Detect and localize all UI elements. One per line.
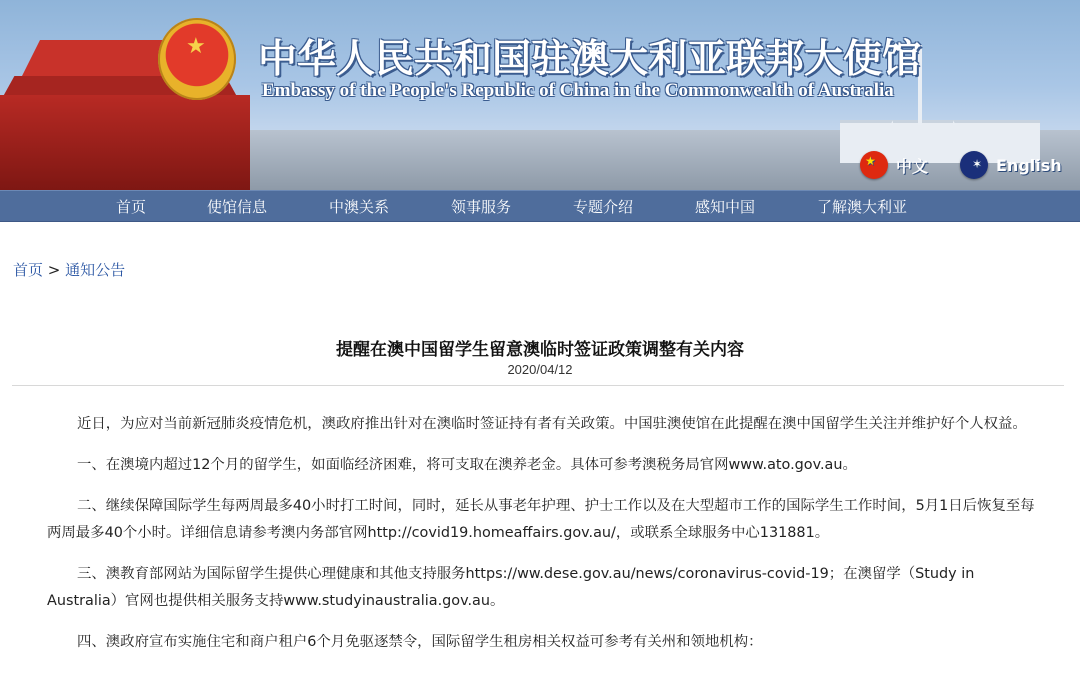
language-english-label: English: [996, 155, 1062, 175]
article-paragraph-intro: 近日，为应对当前新冠肺炎疫情危机，澳政府推出针对在澳临时签证持有者有关政策。中国驻澳使馆在此提醒在澳中国留学生关注并维护好个人权益。: [77, 416, 1027, 432]
site-title-cn: 中华人民共和国驻澳大利亚联邦大使馆: [258, 36, 922, 82]
china-flag-icon: [860, 151, 888, 179]
breadcrumb-separator: >: [47, 261, 61, 279]
article-paragraph-4: 四、澳政府宣布实施住宅和商户租户6个月免驱逐禁令，国际留学生租房相关权益可参考有关州和领地机构：: [77, 634, 763, 650]
language-chinese-label: 中文: [896, 156, 929, 176]
emblem-star-icon: ★: [186, 34, 206, 59]
article-title: 提醒在澳中国留学生留意澳临时签证政策调整有关内容: [336, 340, 744, 360]
site-title-en: Embassy of the People's Republic of China in the Commonwealth of Australia: [262, 80, 894, 101]
main-nav: [0, 190, 1080, 222]
nav-item-home[interactable]: 首页: [116, 198, 147, 216]
article-paragraph-1: 一、在澳境内超过12个月的留学生，如面临经济困难，将可支取在澳养老金。具体可参考澳税务局官网www.ato.gov.au。: [77, 457, 857, 473]
article-date: 2020/04/12: [507, 362, 573, 377]
header-banner: [0, 0, 1080, 190]
nav-item-embassy-info[interactable]: 使馆信息: [207, 198, 268, 216]
parliament-mast-legs: [890, 80, 956, 125]
nav-item-perceive-china[interactable]: 感知中国: [695, 198, 756, 216]
nav-item-china-australia-relations[interactable]: 中澳关系: [329, 198, 390, 216]
article-paragraph-3: 三、澳教育部网站为国际留学生提供心理健康和其他支持服务https://ww.dese.gov.au/news/coronavirus-covid-19；在澳留学（Study in Australia）官网也提供相关服务支持www.studyinaustralia.gov.au。: [47, 566, 975, 609]
language-chinese-link[interactable]: [860, 150, 928, 180]
australia-flag-icon: [960, 151, 988, 179]
breadcrumb: [13, 259, 125, 280]
article-paragraph-2: 二、继续保障国际学生每两周最多40小时打工时间，同时，延长从事老年护理、护士工作以及在大型超市工作的国际学生工作时间，5月1日后恢复至每两周最多40个小时。详细信息请参考澳内务部官网http://covid19.homeaffairs.gov.au/，或联系全球服务中心131881。: [47, 498, 1035, 541]
article-body: [47, 411, 1037, 670]
title-divider: [12, 385, 1064, 386]
breadcrumb-home-link[interactable]: 首页: [13, 261, 44, 279]
nav-item-about-australia[interactable]: 了解澳大利亚: [817, 198, 908, 216]
tiananmen-wall: [0, 95, 250, 190]
nav-item-consular-services[interactable]: 领事服务: [451, 198, 512, 216]
language-english-link[interactable]: [960, 150, 1062, 180]
national-emblem-icon: [158, 18, 236, 100]
nav-item-special-topics[interactable]: 专题介绍: [573, 198, 634, 216]
breadcrumb-current-link[interactable]: 通知公告: [65, 261, 126, 279]
